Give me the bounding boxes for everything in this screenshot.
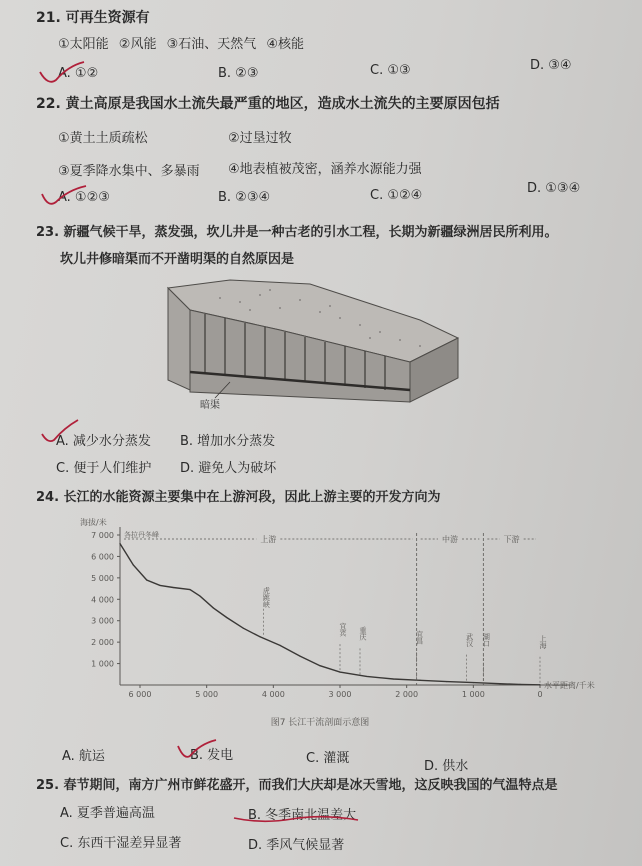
profile-point xyxy=(499,683,500,684)
q21-items: ①太阳能 ②风能 ③石油、天然气 ④核能 xyxy=(58,37,305,52)
q23-option-d[interactable]: D. 避免人为破坏 xyxy=(180,461,277,476)
q23-option-b[interactable]: B. 增加水分蒸发 xyxy=(180,434,276,449)
yangtze-profile-chart xyxy=(60,515,620,740)
profile-point xyxy=(473,682,474,683)
q22-option-a[interactable]: A. ①②③ xyxy=(58,190,110,205)
q24-option-b[interactable]: B. 发电 xyxy=(190,748,234,763)
x-tick-label: 0 xyxy=(537,690,543,699)
profile-point xyxy=(519,684,520,685)
segment-label: 上游 xyxy=(260,535,277,544)
profile-point xyxy=(213,607,214,608)
profile-point xyxy=(319,665,320,666)
q23-stem-line1: 23. 新疆气候干旱，蒸发强，坎儿井是一种古老的引水工程，长期为新疆绿洲居民所利用。 xyxy=(36,225,558,240)
profile-point xyxy=(133,564,134,565)
q22-option-c[interactable]: C. ①②④ xyxy=(370,188,423,203)
q24-option-a[interactable]: A. 航运 xyxy=(62,749,105,764)
segment-label: 下游 xyxy=(503,535,520,544)
y-tick-label: 7 000 xyxy=(91,531,114,540)
q22-item-4: ④地表植被茂密，涵养水源能力强 xyxy=(228,162,422,177)
q21-option-c[interactable]: C. ①③ xyxy=(370,63,411,78)
q22-option-b[interactable]: B. ②③④ xyxy=(218,190,271,205)
x-tick-label: 5 000 xyxy=(195,690,219,699)
profile-line xyxy=(120,544,540,685)
chart-title: 图7 长江干流剖面示意图 xyxy=(270,718,370,728)
x-tick-label: 1 000 xyxy=(461,690,485,699)
point-label: 宜昌 xyxy=(415,630,424,645)
q24-option-c[interactable]: C. 灌溉 xyxy=(306,751,350,766)
x-tick-label: 4 000 xyxy=(261,690,285,699)
profile-point xyxy=(226,617,227,618)
y-tick-label: 5 000 xyxy=(91,573,114,583)
segment-label: 中游 xyxy=(442,535,458,544)
q25-option-d[interactable]: D. 季风气候显著 xyxy=(248,838,345,853)
point-label: 武汉 xyxy=(465,632,474,647)
q22-stem: 22. 黄土高原是我国水土流失最严重的地区，造成水土流失的主要原因包括 xyxy=(36,96,500,112)
checkmark-icon xyxy=(40,184,90,212)
profile-point xyxy=(146,579,147,580)
q25-option-c[interactable]: C. 东西干湿差异显著 xyxy=(60,836,182,851)
profile-point xyxy=(159,585,160,586)
q22-item-2: ②过垦过牧 xyxy=(228,131,292,146)
x-tick-label: 6 000 xyxy=(128,690,152,699)
q25-stem: 25. 春节期间，南方广州市鲜花盛开，而我们大庆却是冰天雪地，这反映我国的气温特点是 xyxy=(36,778,558,793)
profile-point xyxy=(299,655,300,656)
profile-point xyxy=(189,589,190,590)
profile-point xyxy=(199,595,200,596)
point-label: 各拉丹冬峰 xyxy=(124,531,159,539)
y-tick-label: 2 000 xyxy=(91,638,114,648)
profile-point xyxy=(119,543,120,544)
q21-option-b[interactable]: B. ②③ xyxy=(218,66,259,81)
q22-item-1: ①黄土土质疏松 xyxy=(58,131,148,146)
q25-option-a[interactable]: A. 夏季普遍高温 xyxy=(60,806,155,821)
q21-option-d[interactable]: D. ③④ xyxy=(530,58,572,73)
checkmark-icon xyxy=(176,738,220,764)
profile-point xyxy=(173,587,174,588)
point-label: 上海 xyxy=(539,634,547,649)
profile-point xyxy=(366,676,367,677)
karez-diagram xyxy=(160,270,460,410)
point-label: 虎跳峡 xyxy=(262,586,271,608)
q22-option-d[interactable]: D. ①③④ xyxy=(527,181,581,196)
q23-stem-line2: 坎儿井修暗渠而不开凿明渠的自然原因是 xyxy=(60,252,295,267)
y-tick-label: 6 000 xyxy=(91,552,114,562)
x-axis-label: 水平距离/千米 xyxy=(544,681,595,690)
q24-option-d[interactable]: D. 供水 xyxy=(424,759,469,774)
profile-point xyxy=(339,672,340,673)
q23-option-a[interactable]: A. 减少水分蒸发 xyxy=(56,434,151,449)
x-tick-label: 3 000 xyxy=(328,690,352,699)
profile-point xyxy=(259,636,260,637)
profile-point xyxy=(419,680,420,681)
q22-item-3: ③夏季降水集中、多暴雨 xyxy=(58,164,200,179)
y-tick-label: 4 000 xyxy=(91,595,114,605)
point-label: 重庆 xyxy=(359,626,367,641)
point-label: 宜宾 xyxy=(339,622,347,637)
y-axis-label: 海拔/米 xyxy=(80,518,107,527)
y-tick-label: 1 000 xyxy=(91,659,114,669)
y-tick-label: 3 000 xyxy=(91,616,114,626)
q23-option-c[interactable]: C. 便于人们维护 xyxy=(56,461,152,476)
q24-stem: 24. 长江的水能资源主要集中在上游河段，因此上游主要的开发方向为 xyxy=(36,490,441,505)
underline-mark xyxy=(232,810,362,826)
q25-option-b[interactable]: B. 冬季南北温差大 xyxy=(248,808,357,823)
profile-point xyxy=(279,645,280,646)
karez-channel-label: 暗渠 xyxy=(200,400,220,410)
point-label: 湖口 xyxy=(482,632,491,647)
profile-point xyxy=(393,678,394,679)
profile-point xyxy=(539,684,540,685)
profile-point xyxy=(446,681,447,682)
q21-stem: 21. 可再生资源有 xyxy=(36,10,150,26)
profile-point xyxy=(243,628,244,629)
checkmark-icon xyxy=(40,418,80,446)
x-tick-label: 2 000 xyxy=(395,690,419,699)
checkmark-icon xyxy=(38,60,88,90)
q21-option-a[interactable]: A. ①② xyxy=(58,66,99,81)
